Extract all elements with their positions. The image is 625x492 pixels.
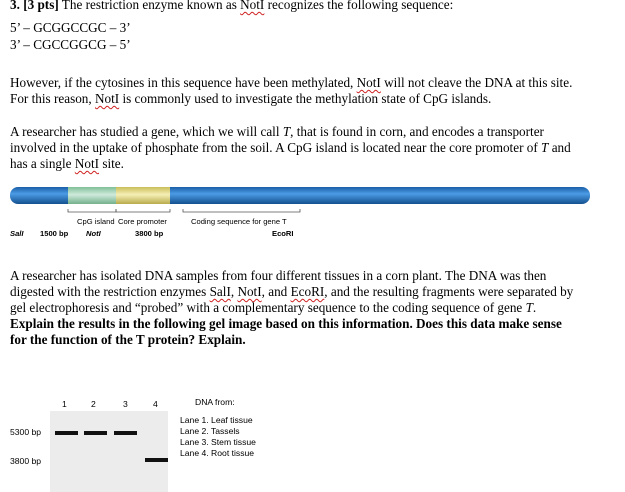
gene-t: T <box>525 300 533 315</box>
gel-question-line-2: for the function of the T protein? Explain. <box>10 332 246 347</box>
gel-text: . <box>532 300 537 315</box>
lane-number: 1 <box>62 399 67 409</box>
noti-site-label: NotI <box>86 229 101 238</box>
gel-line-3 <box>10 300 536 316</box>
gene-text: , that is found in corn, and encodes a transporter <box>290 124 544 139</box>
methyl-line-1 <box>10 75 572 91</box>
gel-line-1: A researcher has isolated DNA samples from four different tissues in a corn plant. The DNA was then <box>10 268 547 283</box>
methyl-text: For this reason, <box>10 91 95 106</box>
core-promoter-region <box>116 187 170 204</box>
diagram-brackets <box>68 209 300 212</box>
gel-figure <box>0 392 625 492</box>
core-promoter-label: Core promoter <box>118 217 167 226</box>
legend-item: Lane 2. Tassels <box>180 426 240 436</box>
legend-item: Lane 1. Leaf tissue <box>180 415 253 425</box>
sequence-bottom-strand: 3’ – CGCCGGCG – 5’ <box>10 37 131 52</box>
gene-t: T <box>282 124 291 139</box>
ecori-site-label: EcoRI <box>272 229 294 238</box>
gel-text: , and <box>261 284 291 299</box>
sali-site-label: SalI <box>10 229 24 238</box>
gene-text: has a single <box>10 156 75 171</box>
cpg-island-region <box>68 187 116 204</box>
gene-line-2 <box>10 140 571 156</box>
gel-band <box>55 431 78 435</box>
question-header <box>10 0 453 13</box>
cpg-island-label: CpG island <box>77 217 115 226</box>
coding-sequence-label: Coding sequence for gene T <box>191 217 287 226</box>
gel-band <box>114 431 137 435</box>
gene-t: T <box>541 140 549 155</box>
sequence-top-strand: 5’ – GCGGCCGC – 3’ <box>10 20 131 35</box>
enzyme-sali: SalI <box>209 284 231 299</box>
gene-diagram <box>0 180 625 240</box>
marker-3800-label: 3800 bp <box>10 456 42 466</box>
gene-text: site. <box>99 156 124 171</box>
distance-1500-label: 1500 bp <box>40 229 69 238</box>
gene-text: and <box>548 140 571 155</box>
legend-title: DNA from: <box>195 397 235 407</box>
gel-band <box>84 431 107 435</box>
legend-item: Lane 3. Stem tissue <box>180 437 256 447</box>
gene-text: involved in the uptake of phosphate from the soil. A CpG island is located near the core promoter of <box>10 140 542 155</box>
intro-text-a: The restriction enzyme known as <box>61 0 241 12</box>
enzyme-noti: NotI <box>74 156 100 171</box>
lane-number: 3 <box>123 399 128 409</box>
gel-text: , and the resulting fragments were separated by <box>324 284 574 299</box>
enzyme-noti: NotI <box>240 0 265 12</box>
enzyme-noti: NotI <box>237 284 262 299</box>
gene-line-1 <box>10 124 544 140</box>
lane-number: 2 <box>91 399 96 409</box>
legend-item: Lane 4. Root tissue <box>180 448 255 458</box>
gel-band <box>145 458 168 462</box>
gel-slab <box>50 411 168 492</box>
methyl-text: However, if the cytosines in this sequence have been methylated, <box>10 75 357 90</box>
gene-text: A researcher has studied a gene, which we will call <box>10 124 283 139</box>
methyl-line-2 <box>10 91 491 107</box>
question-points: [3 pts] <box>23 0 59 12</box>
gel-line-2 <box>10 284 573 300</box>
distance-3800-label: 3800 bp <box>135 229 164 238</box>
enzyme-ecori: EcoRI <box>290 284 325 299</box>
lane-number: 4 <box>153 399 158 409</box>
gel-text: digested with the restriction enzymes <box>10 284 210 299</box>
gene-line-3 <box>10 156 124 172</box>
gel-text: gel electrophoresis and “probed” with a complementary sequence to the coding sequence of gene <box>10 300 526 315</box>
marker-5300-label: 5300 bp <box>10 427 42 437</box>
enzyme-noti: NotI <box>356 75 381 90</box>
gel-text: , <box>230 284 238 299</box>
enzyme-noti: NotI <box>94 91 120 106</box>
methyl-text: will not cleave the DNA at this site. <box>380 75 573 90</box>
intro-text-b: recognizes the following sequence: <box>264 0 454 12</box>
gel-question-line-1: Explain the results in the following gel image based on this information. Does this data make sense <box>10 316 562 331</box>
methyl-text: is commonly used to investigate the methylation state of CpG islands. <box>119 91 492 106</box>
question-number: 3. <box>10 0 20 12</box>
